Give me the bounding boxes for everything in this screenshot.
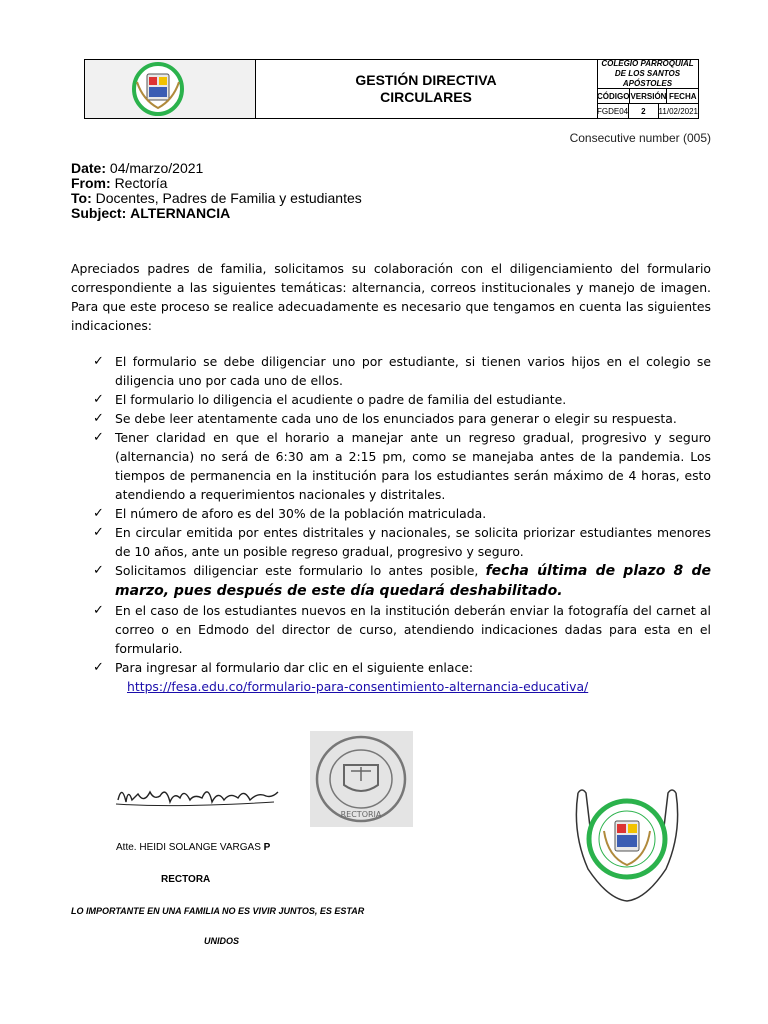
check-icon: ✓ xyxy=(93,506,104,521)
signatory-role: RECTORA xyxy=(161,874,211,885)
form-link[interactable]: https://fesa.edu.co/formulario-para-consentimiento-alternancia-educativa/ xyxy=(127,679,589,694)
subject-value: ALTERNANCIA xyxy=(130,205,231,221)
header-title-cell xyxy=(255,60,598,118)
stamp-label: RECTORIA xyxy=(340,810,382,819)
col-version: VERSIÓN xyxy=(630,89,667,103)
list-item xyxy=(93,409,711,428)
to-value: Docentes, Padres de Familia y estudiantes xyxy=(95,190,362,206)
list-item xyxy=(93,352,711,390)
fecha-value: 11/02/2021 xyxy=(658,106,698,116)
indications-list xyxy=(93,352,711,696)
rectoria-stamp xyxy=(310,731,413,827)
check-icon: ✓ xyxy=(93,603,104,618)
signatory-initial: P xyxy=(263,842,271,853)
subject-label: Subject: xyxy=(71,205,127,221)
col-codigo: CÓDIGO xyxy=(597,89,630,103)
list-item-text: El número de aforo es del 30% de la población matriculada. xyxy=(115,506,487,521)
check-icon: ✓ xyxy=(93,411,104,426)
motto-line1: LO IMPORTANTE EN UNA FAMILIA NO ES VIVIR JUNTOS, ES ESTAR xyxy=(71,906,365,916)
list-item xyxy=(93,523,711,561)
date-value: 04/marzo/2021 xyxy=(109,160,204,176)
motto-line2: UNIDOS xyxy=(204,936,240,946)
version-value: 2 xyxy=(629,104,658,118)
deadline-text: Solicitamos diligenciar este formulario lo antes posible, xyxy=(115,563,486,578)
school-name xyxy=(597,60,698,89)
from-line xyxy=(71,176,362,191)
check-icon: ✓ xyxy=(93,430,104,445)
to-line xyxy=(71,191,362,206)
school-hands-logo xyxy=(568,783,686,905)
header-columns xyxy=(597,89,698,104)
deadline-emphasis: fecha última de plazo 8 de marzo, pues después de este día quedará deshabilitado. xyxy=(115,563,711,599)
list-item-text: Para ingresar al formulario dar clic en el siguiente enlace: xyxy=(115,660,474,675)
header-logo-cell xyxy=(85,60,256,118)
from-value: Rectoría xyxy=(114,175,168,191)
date-label: Date: xyxy=(71,160,107,176)
to-label: To: xyxy=(71,190,92,206)
list-item-text: El formulario lo diligencia el acudiente o padre de familia del estudiante. xyxy=(115,392,567,407)
check-icon: ✓ xyxy=(93,660,104,675)
check-icon: ✓ xyxy=(93,563,104,578)
intro-paragraph: Apreciados padres de familia, solicitamos su colaboración con el diligenciamiento del formulario correspondiente a las siguientes temáticas: alternancia, correos institucionales y manejo de imagen. Para que este proceso se realice adecuadamente es necesario que tengamos en cuenta las siguientes indicaciones: xyxy=(71,261,711,333)
memo-meta xyxy=(71,161,362,221)
from-label: From: xyxy=(71,175,111,191)
check-icon: ✓ xyxy=(93,392,104,407)
list-item xyxy=(93,504,711,523)
school-name-line1: COLEGIO PARROQUIAL xyxy=(601,59,694,68)
subject-line xyxy=(71,206,362,221)
handwritten-signature xyxy=(114,778,284,818)
consecutive-number: Consecutive number (005) xyxy=(569,131,711,145)
school-name-line2: DE LOS SANTOS APÓSTOLES xyxy=(614,69,681,88)
header-info-cell xyxy=(597,60,698,118)
list-item-deadline xyxy=(93,561,711,601)
list-item-text: Se debe leer atentamente cada uno de los enunciados para generar o elegir su respuesta. xyxy=(115,411,677,426)
list-item xyxy=(93,601,711,658)
header-subtitle: CIRCULARES xyxy=(380,89,472,105)
list-item-text: En el caso de los estudiantes nuevos en la institución deberán enviar la fotografía del carnet al correo o en Edmodo del director de curso, atendiendo indicaciones dadas para esta en el formulario. xyxy=(115,603,711,656)
list-item xyxy=(93,390,711,409)
signatory xyxy=(116,842,270,853)
list-item xyxy=(93,658,711,696)
check-icon: ✓ xyxy=(93,354,104,369)
list-item-text: Tener claridad en que el horario a manejar ante un regreso gradual, progresivo y seguro (alternancia) no será de 6:30 am a 2:15 pm, como se manejaba antes de la pandemia. Los tiempos de permanencia en la institución para los estudiantes serán máximo de 4 horas, esto atendiendo a requerimientos nacionales y distritales. xyxy=(115,430,711,502)
header-title: GESTIÓN DIRECTIVA xyxy=(355,72,497,88)
document-header xyxy=(84,59,699,119)
school-crest-logo xyxy=(85,60,255,118)
check-icon: ✓ xyxy=(93,525,104,540)
header-values xyxy=(597,104,698,118)
date-line xyxy=(71,161,362,176)
list-item xyxy=(93,428,711,504)
list-item-text: En circular emitida por entes distritales y nacionales, se solicita priorizar estudiantes menores de 10 años, ante un posible regreso gradual, progresivo y seguro. xyxy=(115,525,711,559)
list-item-text: El formulario se debe diligenciar uno por estudiante, si tienen varios hijos en el colegio se diligencia uno por cada uno de ellos. xyxy=(115,354,711,388)
codigo-value: FGDE04 xyxy=(597,104,629,118)
signatory-name: Atte. HEIDI SOLANGE VARGAS xyxy=(116,842,261,853)
col-fecha: FECHA xyxy=(668,91,697,101)
